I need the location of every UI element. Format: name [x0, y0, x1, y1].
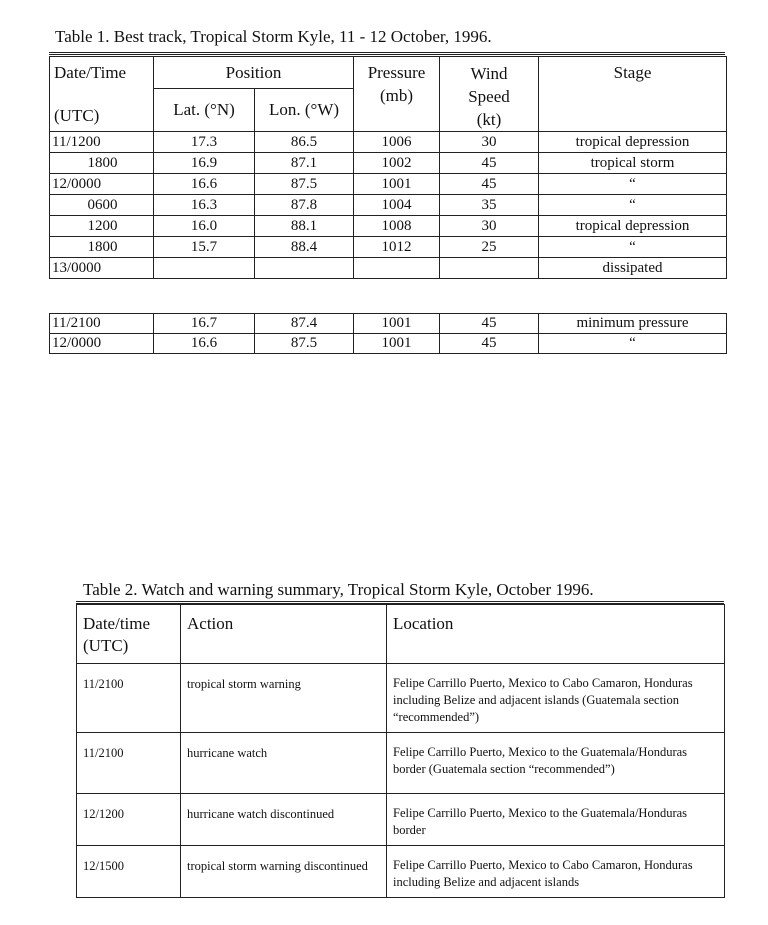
- cell-datetime: 13/0000: [50, 258, 154, 279]
- table1-title-rule: [49, 52, 725, 55]
- cell-datetime: 11/2100: [50, 314, 154, 334]
- cell-lon: 87.1: [255, 153, 354, 174]
- cell-lat: [154, 258, 255, 279]
- cell-datetime: 1800: [50, 237, 154, 258]
- table-row: [50, 314, 727, 334]
- table-row: [77, 664, 725, 733]
- best-track-table: [49, 56, 727, 279]
- cell-lat: 16.3: [154, 195, 255, 216]
- header-datetime-label: Date/time: [83, 614, 151, 633]
- table-row: [50, 237, 727, 258]
- cell-datetime: 1800: [50, 153, 154, 174]
- cell-location: Felipe Carrillo Puerto, Mexico to Cabo Camaron, Honduras including Belize and adjacent islands: [387, 846, 725, 898]
- cell-pressure: 1008: [354, 216, 440, 237]
- cell-datetime: 12/1200: [77, 794, 181, 846]
- watch-warning-table: [76, 604, 725, 898]
- header-stage: Stage: [539, 57, 727, 132]
- cell-wind: 45: [440, 314, 539, 334]
- header-lat: Lat. (°N): [154, 89, 255, 132]
- cell-wind: [440, 258, 539, 279]
- header-pressure-unit: (mb): [379, 86, 414, 105]
- cell-datetime: 12/0000: [50, 334, 154, 354]
- cell-pressure: 1001: [354, 174, 440, 195]
- cell-lat: 17.3: [154, 132, 255, 153]
- cell-pressure: 1002: [354, 153, 440, 174]
- cell-stage: tropical depression: [539, 216, 727, 237]
- table-row: [50, 153, 727, 174]
- cell-lat: 16.7: [154, 314, 255, 334]
- cell-wind: 30: [440, 216, 539, 237]
- header-wind-speed: [440, 57, 539, 132]
- cell-datetime: 11/2100: [77, 664, 181, 733]
- table-row: [77, 846, 725, 898]
- cell-stage: dissipated: [539, 258, 727, 279]
- header-position: Position: [154, 57, 354, 89]
- cell-wind: 45: [440, 174, 539, 195]
- best-track-extra-table: [49, 313, 727, 354]
- cell-datetime: 12/0000: [50, 174, 154, 195]
- header-lon: Lon. (°W): [255, 89, 354, 132]
- table-row: [50, 174, 727, 195]
- cell-wind: 30: [440, 132, 539, 153]
- cell-datetime: 1200: [50, 216, 154, 237]
- header-kt-label: (kt): [476, 110, 502, 129]
- table-row: [50, 132, 727, 153]
- table-row: [50, 334, 727, 354]
- cell-wind: 45: [440, 334, 539, 354]
- header-datetime-label: Date/Time: [54, 63, 127, 82]
- header-datetime: [77, 605, 181, 664]
- cell-wind: 25: [440, 237, 539, 258]
- table2-title: Table 2. Watch and warning summary, Tropical Storm Kyle, October 1996.: [83, 580, 594, 599]
- header-datetime: [50, 57, 154, 132]
- cell-lon: 88.1: [255, 216, 354, 237]
- table-row: [77, 794, 725, 846]
- cell-location: Felipe Carrillo Puerto, Mexico to the Guatemala/Honduras border: [387, 794, 725, 846]
- table-row: [50, 216, 727, 237]
- header-utc-label: (UTC): [83, 636, 129, 655]
- cell-wind: 45: [440, 153, 539, 174]
- cell-location: Felipe Carrillo Puerto, Mexico to Cabo Camaron, Honduras including Belize and adjacent islands (Guatemala section “recommended”): [387, 664, 725, 733]
- cell-lon: 87.5: [255, 334, 354, 354]
- cell-lat: 16.0: [154, 216, 255, 237]
- cell-pressure: 1012: [354, 237, 440, 258]
- header-pressure-label: Pressure: [367, 63, 426, 82]
- cell-pressure: 1004: [354, 195, 440, 216]
- table-row: [50, 258, 727, 279]
- cell-lat: 16.9: [154, 153, 255, 174]
- cell-location: Felipe Carrillo Puerto, Mexico to the Guatemala/Honduras border (Guatemala section “recommended”): [387, 733, 725, 794]
- cell-stage: minimum pressure: [539, 314, 727, 334]
- cell-wind: 35: [440, 195, 539, 216]
- header-location: Location: [387, 605, 725, 664]
- cell-lon: 86.5: [255, 132, 354, 153]
- header-action: Action: [181, 605, 387, 664]
- cell-action: hurricane watch discontinued: [181, 794, 387, 846]
- cell-lat: 15.7: [154, 237, 255, 258]
- cell-lon: 87.4: [255, 314, 354, 334]
- cell-lon: 88.4: [255, 237, 354, 258]
- cell-action: tropical storm warning discontinued: [181, 846, 387, 898]
- cell-stage: “: [539, 237, 727, 258]
- cell-pressure: 1001: [354, 334, 440, 354]
- header-wind-label: Wind: [470, 64, 508, 83]
- header-pressure: [354, 57, 440, 132]
- header-speed-label: Speed: [468, 87, 510, 106]
- cell-action: hurricane watch: [181, 733, 387, 794]
- cell-lon: [255, 258, 354, 279]
- cell-datetime: 11/2100: [77, 733, 181, 794]
- table1-title: Table 1. Best track, Tropical Storm Kyle, 11 - 12 October, 1996.: [55, 27, 492, 46]
- cell-stage: tropical depression: [539, 132, 727, 153]
- cell-pressure: 1006: [354, 132, 440, 153]
- cell-lat: 16.6: [154, 174, 255, 195]
- cell-pressure: 1001: [354, 314, 440, 334]
- cell-action: tropical storm warning: [181, 664, 387, 733]
- table-row: [77, 733, 725, 794]
- cell-datetime: 11/1200: [50, 132, 154, 153]
- header-utc-label: (UTC): [54, 106, 100, 125]
- cell-stage: “: [539, 174, 727, 195]
- cell-pressure: [354, 258, 440, 279]
- cell-lat: 16.6: [154, 334, 255, 354]
- table-row: [50, 195, 727, 216]
- cell-stage: tropical storm: [539, 153, 727, 174]
- cell-datetime: 12/1500: [77, 846, 181, 898]
- cell-lon: 87.5: [255, 174, 354, 195]
- cell-lon: 87.8: [255, 195, 354, 216]
- cell-stage: “: [539, 195, 727, 216]
- cell-datetime: 0600: [50, 195, 154, 216]
- cell-stage: “: [539, 334, 727, 354]
